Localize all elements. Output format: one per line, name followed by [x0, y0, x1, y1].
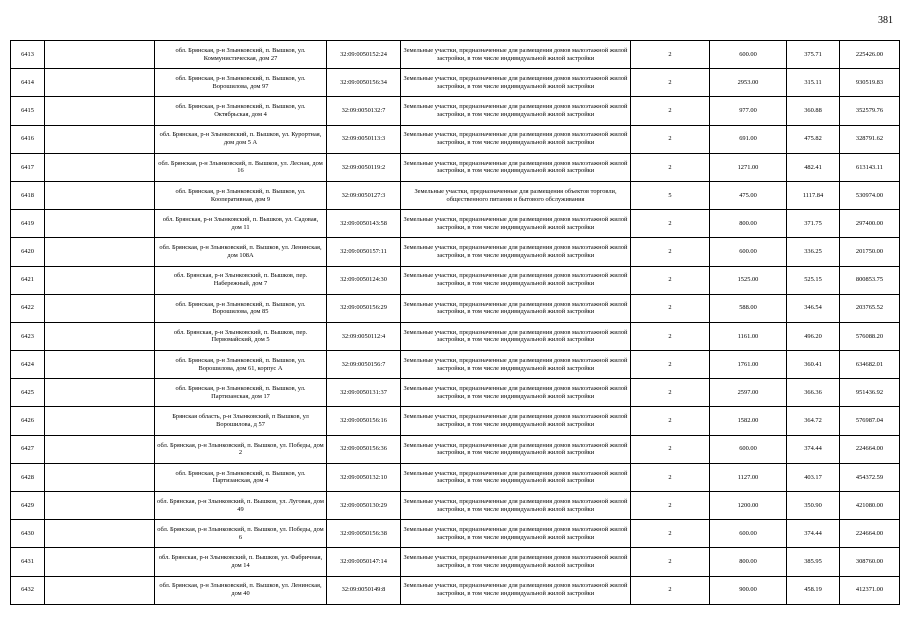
cadastral-value-cell: 454372.59	[840, 463, 900, 491]
land-use-cell: Земельные участки, предназначенные для размещения домов малоэтажной жилой застройки, в том числе индивидуальной жилой застройки	[401, 379, 631, 407]
cadastral-number-cell: 32:09:0050127:3	[327, 181, 401, 209]
address-cell: обл. Брянская, р-н Злынковский, п. Вышков, ул. Ленинская, дом 108А	[155, 238, 327, 266]
address-cell: обл. Брянская, р-н Злынковский, п. Вышков, ул. Ворошилова, дом 97	[155, 69, 327, 97]
row-number: 6414	[11, 69, 45, 97]
page-number: 381	[878, 15, 893, 26]
area-cell: 1761.00	[710, 351, 787, 379]
cadastral-number-cell: 32:09:0050124:30	[327, 266, 401, 294]
land-use-cell: Земельные участки, предназначенные для размещения домов малоэтажной жилой застройки, в том числе индивидуальной жилой застройки	[401, 492, 631, 520]
cadastral-number-cell: 32:09:0050119:2	[327, 153, 401, 181]
category-cell: 2	[631, 463, 710, 491]
area-cell: 977.00	[710, 97, 787, 125]
table-row	[11, 492, 900, 520]
area-cell: 1200.00	[710, 492, 787, 520]
cadastral-value-cell: 224664.00	[840, 520, 900, 548]
row-number: 6413	[11, 41, 45, 69]
table-row	[11, 351, 900, 379]
specific-value-cell: 364.72	[787, 407, 840, 435]
cadastral-number-cell: 32:09:0050130:29	[327, 492, 401, 520]
empty-cell	[45, 351, 155, 379]
land-use-cell: Земельные участки, предназначенные для размещения домов малоэтажной жилой застройки, в том числе индивидуальной жилой застройки	[401, 41, 631, 69]
empty-cell	[45, 238, 155, 266]
empty-cell	[45, 520, 155, 548]
row-number: 6423	[11, 322, 45, 350]
table-row	[11, 125, 900, 153]
cadastral-number-cell: 32:09:0050149:8	[327, 576, 401, 604]
row-number: 6419	[11, 210, 45, 238]
category-cell: 2	[631, 435, 710, 463]
cadastral-number-cell: 32:09:0050147:14	[327, 548, 401, 576]
empty-cell	[45, 492, 155, 520]
cadastral-number-cell: 32:09:0050156:34	[327, 69, 401, 97]
category-cell: 2	[631, 407, 710, 435]
specific-value-cell: 1117.84	[787, 181, 840, 209]
table-row	[11, 548, 900, 576]
land-use-cell: Земельные участки, предназначенные для размещения домов малоэтажной жилой застройки, в том числе индивидуальной жилой застройки	[401, 520, 631, 548]
land-use-cell: Земельные участки, предназначенные для размещения домов малоэтажной жилой застройки, в том числе индивидуальной жилой застройки	[401, 407, 631, 435]
land-use-cell: Земельные участки, предназначенные для размещения домов малоэтажной жилой застройки, в том числе индивидуальной жилой застройки	[401, 97, 631, 125]
address-cell: обл. Брянская, р-н Злынковский, п. Вышков, ул. Кооперативная, дом 9	[155, 181, 327, 209]
area-cell: 1271.00	[710, 153, 787, 181]
area-cell: 900.00	[710, 576, 787, 604]
cadastral-value-cell: 308760.00	[840, 548, 900, 576]
table-row	[11, 266, 900, 294]
category-cell: 5	[631, 181, 710, 209]
specific-value-cell: 374.44	[787, 520, 840, 548]
cadastral-number-cell: 32:09:0050156:38	[327, 520, 401, 548]
row-number: 6430	[11, 520, 45, 548]
cadastral-number-cell: 32:09:0050156:16	[327, 407, 401, 435]
category-cell: 2	[631, 97, 710, 125]
table-row	[11, 153, 900, 181]
empty-cell	[45, 181, 155, 209]
category-cell: 2	[631, 238, 710, 266]
land-use-cell: Земельные участки, предназначенные для размещения домов малоэтажной жилой застройки, в том числе индивидуальной жилой застройки	[401, 153, 631, 181]
specific-value-cell: 350.90	[787, 492, 840, 520]
cadastral-value-cell: 530974.00	[840, 181, 900, 209]
land-use-cell: Земельные участки, предназначенные для размещения домов малоэтажной жилой застройки, в том числе индивидуальной жилой застройки	[401, 125, 631, 153]
empty-cell	[45, 407, 155, 435]
table-row	[11, 520, 900, 548]
row-number: 6416	[11, 125, 45, 153]
area-cell: 691.00	[710, 125, 787, 153]
area-cell: 2953.00	[710, 69, 787, 97]
cadastral-number-cell: 32:09:0050156:36	[327, 435, 401, 463]
area-cell: 600.00	[710, 435, 787, 463]
cadastral-value-cell: 201750.00	[840, 238, 900, 266]
table-row	[11, 210, 900, 238]
row-number: 6425	[11, 379, 45, 407]
table-body	[11, 41, 900, 605]
category-cell: 2	[631, 266, 710, 294]
address-cell: обл. Брянская, р-н Злынковский, п. Вышков, ул. Победы, дом 2	[155, 435, 327, 463]
row-number: 6415	[11, 97, 45, 125]
land-use-cell: Земельные участки, предназначенные для размещения домов малоэтажной жилой застройки, в том числе индивидуальной жилой застройки	[401, 351, 631, 379]
area-cell: 588.00	[710, 294, 787, 322]
category-cell: 2	[631, 520, 710, 548]
category-cell: 2	[631, 294, 710, 322]
cadastral-number-cell: 32:09:0050112:4	[327, 322, 401, 350]
address-cell: обл. Брянская, р-н Злынковский, п. Вышков, ул. Фабричная, дом 14	[155, 548, 327, 576]
table-row	[11, 294, 900, 322]
specific-value-cell: 371.75	[787, 210, 840, 238]
land-use-cell: Земельные участки, предназначенные для размещения домов малоэтажной жилой застройки, в том числе индивидуальной жилой застройки	[401, 435, 631, 463]
table-row	[11, 322, 900, 350]
address-cell: Брянская область, р-н Злынковский, п Вышков, ул Ворошилова, д 57	[155, 407, 327, 435]
cadastral-value-cell: 576088.20	[840, 322, 900, 350]
cadastral-number-cell: 32:09:0050152:24	[327, 41, 401, 69]
cadastral-number-cell: 32:09:0050131:37	[327, 379, 401, 407]
cadastral-value-cell: 328791.62	[840, 125, 900, 153]
row-number: 6428	[11, 463, 45, 491]
category-cell: 2	[631, 379, 710, 407]
row-number: 6427	[11, 435, 45, 463]
area-cell: 475.00	[710, 181, 787, 209]
row-number: 6432	[11, 576, 45, 604]
specific-value-cell: 374.44	[787, 435, 840, 463]
cadastral-value-cell: 224664.00	[840, 435, 900, 463]
empty-cell	[45, 69, 155, 97]
specific-value-cell: 482.41	[787, 153, 840, 181]
row-number: 6421	[11, 266, 45, 294]
area-cell: 1582.00	[710, 407, 787, 435]
specific-value-cell: 496.20	[787, 322, 840, 350]
cadastral-value-cell: 297400.00	[840, 210, 900, 238]
empty-cell	[45, 97, 155, 125]
cadastral-value-cell: 421080.00	[840, 492, 900, 520]
cadastral-value-cell: 613143.11	[840, 153, 900, 181]
category-cell: 2	[631, 322, 710, 350]
land-use-cell: Земельные участки, предназначенные для размещения объектов торговли, общественного питания и бытового обслуживания	[401, 181, 631, 209]
row-number: 6424	[11, 351, 45, 379]
empty-cell	[45, 153, 155, 181]
category-cell: 2	[631, 492, 710, 520]
empty-cell	[45, 463, 155, 491]
table-row	[11, 379, 900, 407]
table-row	[11, 407, 900, 435]
table-row	[11, 238, 900, 266]
table-row	[11, 41, 900, 69]
table-row	[11, 463, 900, 491]
specific-value-cell: 315.11	[787, 69, 840, 97]
cadastral-number-cell: 32:09:0050157:11	[327, 238, 401, 266]
cadastral-value-cell: 412371.00	[840, 576, 900, 604]
specific-value-cell: 385.95	[787, 548, 840, 576]
address-cell: обл. Брянская, р-н Злынковский, п. Вышков, ул. Лесная, дом 16	[155, 153, 327, 181]
row-number: 6422	[11, 294, 45, 322]
address-cell: обл. Брянская, р-н Злынковский, п. Вышков, ул. Партизанская, дом 17	[155, 379, 327, 407]
specific-value-cell: 360.88	[787, 97, 840, 125]
address-cell: обл. Брянская, р-н Злынковский, п. Вышков, ул. Луговая, дом 49	[155, 492, 327, 520]
cadastral-value-cell: 800853.75	[840, 266, 900, 294]
category-cell: 2	[631, 125, 710, 153]
land-use-cell: Земельные участки, предназначенные для размещения домов малоэтажной жилой застройки, в том числе индивидуальной жилой застройки	[401, 322, 631, 350]
row-number: 6417	[11, 153, 45, 181]
land-use-cell: Земельные участки, предназначенные для размещения домов малоэтажной жилой застройки, в том числе индивидуальной жилой застройки	[401, 294, 631, 322]
land-use-cell: Земельные участки, предназначенные для размещения домов малоэтажной жилой застройки, в том числе индивидуальной жилой застройки	[401, 463, 631, 491]
cadastral-value-cell: 352579.76	[840, 97, 900, 125]
land-use-cell: Земельные участки, предназначенные для размещения домов малоэтажной жилой застройки, в том числе индивидуальной жилой застройки	[401, 69, 631, 97]
cadastral-number-cell: 32:09:0050113:3	[327, 125, 401, 153]
cadastral-number-cell: 32:09:0050132:7	[327, 97, 401, 125]
specific-value-cell: 360.41	[787, 351, 840, 379]
cadastral-number-cell: 32:09:0050132:10	[327, 463, 401, 491]
empty-cell	[45, 210, 155, 238]
area-cell: 800.00	[710, 210, 787, 238]
address-cell: обл. Брянская, р-н Злынковский, п. Вышков, пер. Первомайский, дом 5	[155, 322, 327, 350]
cadastral-value-cell: 225426.00	[840, 41, 900, 69]
table-row	[11, 97, 900, 125]
address-cell: обл. Брянская, р-н Злынковский, п. Вышков, пер. Набережный, дом 7	[155, 266, 327, 294]
area-cell: 800.00	[710, 548, 787, 576]
address-cell: обл. Брянская, р-н Злынковский, п. Вышков, ул. Октябрьская, дом 4	[155, 97, 327, 125]
row-number: 6418	[11, 181, 45, 209]
empty-cell	[45, 294, 155, 322]
category-cell: 2	[631, 153, 710, 181]
table-row	[11, 181, 900, 209]
address-cell: обл. Брянская, р-н Злынковский, п. Вышков, ул. Курортная, дом дом 5 А	[155, 125, 327, 153]
row-number: 6426	[11, 407, 45, 435]
area-cell: 600.00	[710, 41, 787, 69]
address-cell: обл. Брянская, р-н Злынковский, п. Вышков, ул. Ленинская, дом 40	[155, 576, 327, 604]
area-cell: 1525.00	[710, 266, 787, 294]
empty-cell	[45, 322, 155, 350]
empty-cell	[45, 266, 155, 294]
land-use-cell: Земельные участки, предназначенные для размещения домов малоэтажной жилой застройки, в том числе индивидуальной жилой застройки	[401, 266, 631, 294]
cadastral-value-cell: 203765.52	[840, 294, 900, 322]
address-cell: обл. Брянская, р-н Злынковский, п. Вышков, ул. Ворошилова, дом 85	[155, 294, 327, 322]
cadastral-number-cell: 32:09:0050143:58	[327, 210, 401, 238]
area-cell: 600.00	[710, 238, 787, 266]
specific-value-cell: 403.17	[787, 463, 840, 491]
row-number: 6431	[11, 548, 45, 576]
empty-cell	[45, 41, 155, 69]
category-cell: 2	[631, 576, 710, 604]
row-number: 6420	[11, 238, 45, 266]
category-cell: 2	[631, 548, 710, 576]
row-number: 6429	[11, 492, 45, 520]
table-row	[11, 576, 900, 604]
specific-value-cell: 375.71	[787, 41, 840, 69]
empty-cell	[45, 435, 155, 463]
land-registry-table	[10, 40, 900, 605]
specific-value-cell: 346.54	[787, 294, 840, 322]
land-use-cell: Земельные участки, предназначенные для размещения домов малоэтажной жилой застройки, в том числе индивидуальной жилой застройки	[401, 210, 631, 238]
land-use-cell: Земельные участки, предназначенные для размещения домов малоэтажной жилой застройки, в том числе индивидуальной жилой застройки	[401, 576, 631, 604]
cadastral-value-cell: 951436.92	[840, 379, 900, 407]
address-cell: обл. Брянская, р-н Злынковский, п. Вышков, ул. Победы, дом 6	[155, 520, 327, 548]
specific-value-cell: 475.82	[787, 125, 840, 153]
empty-cell	[45, 125, 155, 153]
cadastral-value-cell: 576987.04	[840, 407, 900, 435]
area-cell: 1127.00	[710, 463, 787, 491]
area-cell: 2597.00	[710, 379, 787, 407]
cadastral-value-cell: 930519.83	[840, 69, 900, 97]
category-cell: 2	[631, 41, 710, 69]
table-row	[11, 69, 900, 97]
specific-value-cell: 366.36	[787, 379, 840, 407]
specific-value-cell: 458.19	[787, 576, 840, 604]
address-cell: обл. Брянская, р-н Злынковский, п. Вышков, ул. Коммунистическая, дом 27	[155, 41, 327, 69]
empty-cell	[45, 576, 155, 604]
table-row	[11, 435, 900, 463]
specific-value-cell: 525.15	[787, 266, 840, 294]
category-cell: 2	[631, 69, 710, 97]
area-cell: 1161.00	[710, 322, 787, 350]
address-cell: обл. Брянская, р-н Злынковский, п. Вышков, ул. Партизанская, дом 4	[155, 463, 327, 491]
address-cell: обл. Брянская, р-н Злынковский, п. Вышков, ул. Ворошилова, дом 61, корпус А	[155, 351, 327, 379]
land-use-cell: Земельные участки, предназначенные для размещения домов малоэтажной жилой застройки, в том числе индивидуальной жилой застройки	[401, 548, 631, 576]
address-cell: обл. Брянская, р-н Злынковский, п. Вышков, ул. Садовая, дом 11	[155, 210, 327, 238]
specific-value-cell: 336.25	[787, 238, 840, 266]
area-cell: 600.00	[710, 520, 787, 548]
cadastral-value-cell: 634682.01	[840, 351, 900, 379]
empty-cell	[45, 548, 155, 576]
cadastral-number-cell: 32:09:0050156:29	[327, 294, 401, 322]
empty-cell	[45, 379, 155, 407]
cadastral-number-cell: 32:09:0050156:7	[327, 351, 401, 379]
land-use-cell: Земельные участки, предназначенные для размещения домов малоэтажной жилой застройки, в том числе индивидуальной жилой застройки	[401, 238, 631, 266]
category-cell: 2	[631, 351, 710, 379]
category-cell: 2	[631, 210, 710, 238]
